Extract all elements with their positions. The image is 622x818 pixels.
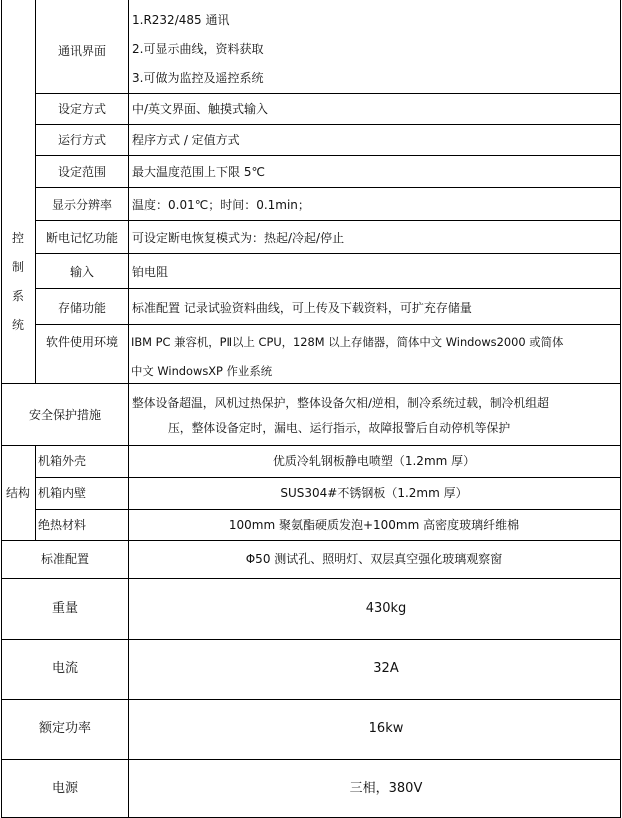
- row-divider: [1, 445, 621, 446]
- power-memory-label: 断电记忆功能: [45, 231, 119, 245]
- setting-method-value: 中/英文界面、触摸式输入: [132, 102, 269, 116]
- outer-shell-value: 优质冷轧钢板静电喷塑（1.2mm 厚）: [272, 454, 476, 468]
- group-char: 统: [11, 318, 24, 332]
- setting-range-label: 设定范围: [57, 165, 107, 179]
- row-divider: [35, 477, 621, 478]
- comm-line-3: 3.可做为监控及遥控系统: [132, 71, 264, 85]
- row-divider: [1, 540, 621, 541]
- insulation-value: 100mm 聚氨酯硬质发泡+100mm 高密度玻璃纤维棉: [228, 518, 520, 532]
- row-divider: [35, 324, 621, 325]
- row-divider: [1, 759, 621, 760]
- row-divider: [35, 93, 621, 94]
- resolution-value: 温度：0.01℃；时间：0.1min；: [132, 198, 310, 212]
- rated-power-value: 16kw: [368, 721, 404, 736]
- input-label: 输入: [69, 265, 95, 279]
- control-system-group-label: [11, 224, 25, 340]
- row-divider: [35, 288, 621, 289]
- run-method-label: 运行方式: [57, 133, 107, 147]
- comm-line-1: 1.R232/485 通讯: [132, 13, 230, 27]
- row-divider: [35, 155, 621, 156]
- comm-line-2: 2.可显示曲线，资料获取: [132, 42, 264, 56]
- row-divider: [1, 383, 621, 384]
- software-line-2: 中文 WindowsXP 作业系统: [131, 364, 273, 378]
- power-supply-label: 电源: [51, 781, 79, 796]
- storage-label: 存储功能: [57, 301, 107, 315]
- comm-label: 通讯界面: [57, 44, 107, 58]
- outer-shell-label: 机箱外壳: [38, 454, 87, 468]
- software-label: 软件使用环境: [45, 335, 119, 349]
- setting-range-value: 最大温度范围上下限 5℃: [132, 165, 265, 179]
- standard-config-value: Φ50 测试孔、照明灯、双层真空强化玻璃观察窗: [245, 552, 503, 566]
- group-char: 制: [11, 260, 24, 274]
- group-divider: [35, 0, 36, 383]
- setting-method-label: 设定方式: [57, 102, 107, 116]
- row-divider: [1, 639, 621, 640]
- rated-power-label: 额定功率: [38, 721, 92, 736]
- column-divider: [128, 0, 129, 818]
- power-memory-value: 可设定断电恢复模式为：热起/冷起/停止: [132, 231, 345, 245]
- power-supply-value: 三相，380V: [349, 781, 423, 796]
- insulation-label: 绝热材料: [38, 518, 87, 532]
- run-method-value: 程序方式 / 定值方式: [132, 133, 240, 147]
- table-border-left: [1, 0, 2, 818]
- row-divider: [1, 699, 621, 700]
- weight-label: 重量: [51, 601, 79, 616]
- standard-config-label: 标准配置: [40, 552, 90, 566]
- row-divider: [35, 220, 621, 221]
- safety-line-2: 压，整体设备定时，漏电、运行指示，故障报警后自动停机等保护: [168, 421, 511, 435]
- safety-label: 安全保护措施: [28, 408, 102, 422]
- inner-wall-value: SUS304#不锈钢板（1.2mm 厚）: [280, 486, 468, 500]
- inner-wall-label: 机箱内壁: [38, 486, 87, 500]
- input-value: 铂电阻: [132, 265, 169, 279]
- safety-line-1: 整体设备超温，风机过热保护，整体设备欠相/逆相，制冷系统过载，制冷机组超: [132, 396, 549, 410]
- row-divider: [35, 509, 621, 510]
- weight-value: 430kg: [365, 601, 407, 616]
- current-label: 电流: [51, 661, 79, 676]
- row-divider: [35, 253, 621, 254]
- storage-value: 标准配置 记录试验资料曲线，可上传及下载资料，可扩充存储量: [132, 301, 472, 315]
- group-char: 系: [11, 289, 24, 303]
- row-divider: [1, 578, 621, 579]
- group-divider: [35, 445, 36, 540]
- table-border-right: [620, 0, 621, 818]
- row-divider: [35, 187, 621, 188]
- software-line-1: IBM PC 兼容机，PⅡ以上 CPU，128M 以上存储器，简体中文 Windows2000 或简体: [131, 335, 564, 349]
- row-divider: [35, 124, 621, 125]
- group-char: 控: [11, 231, 24, 245]
- current-value: 32A: [373, 661, 399, 676]
- resolution-label: 显示分辨率: [51, 198, 113, 212]
- structure-group-label: 结构: [5, 486, 31, 500]
